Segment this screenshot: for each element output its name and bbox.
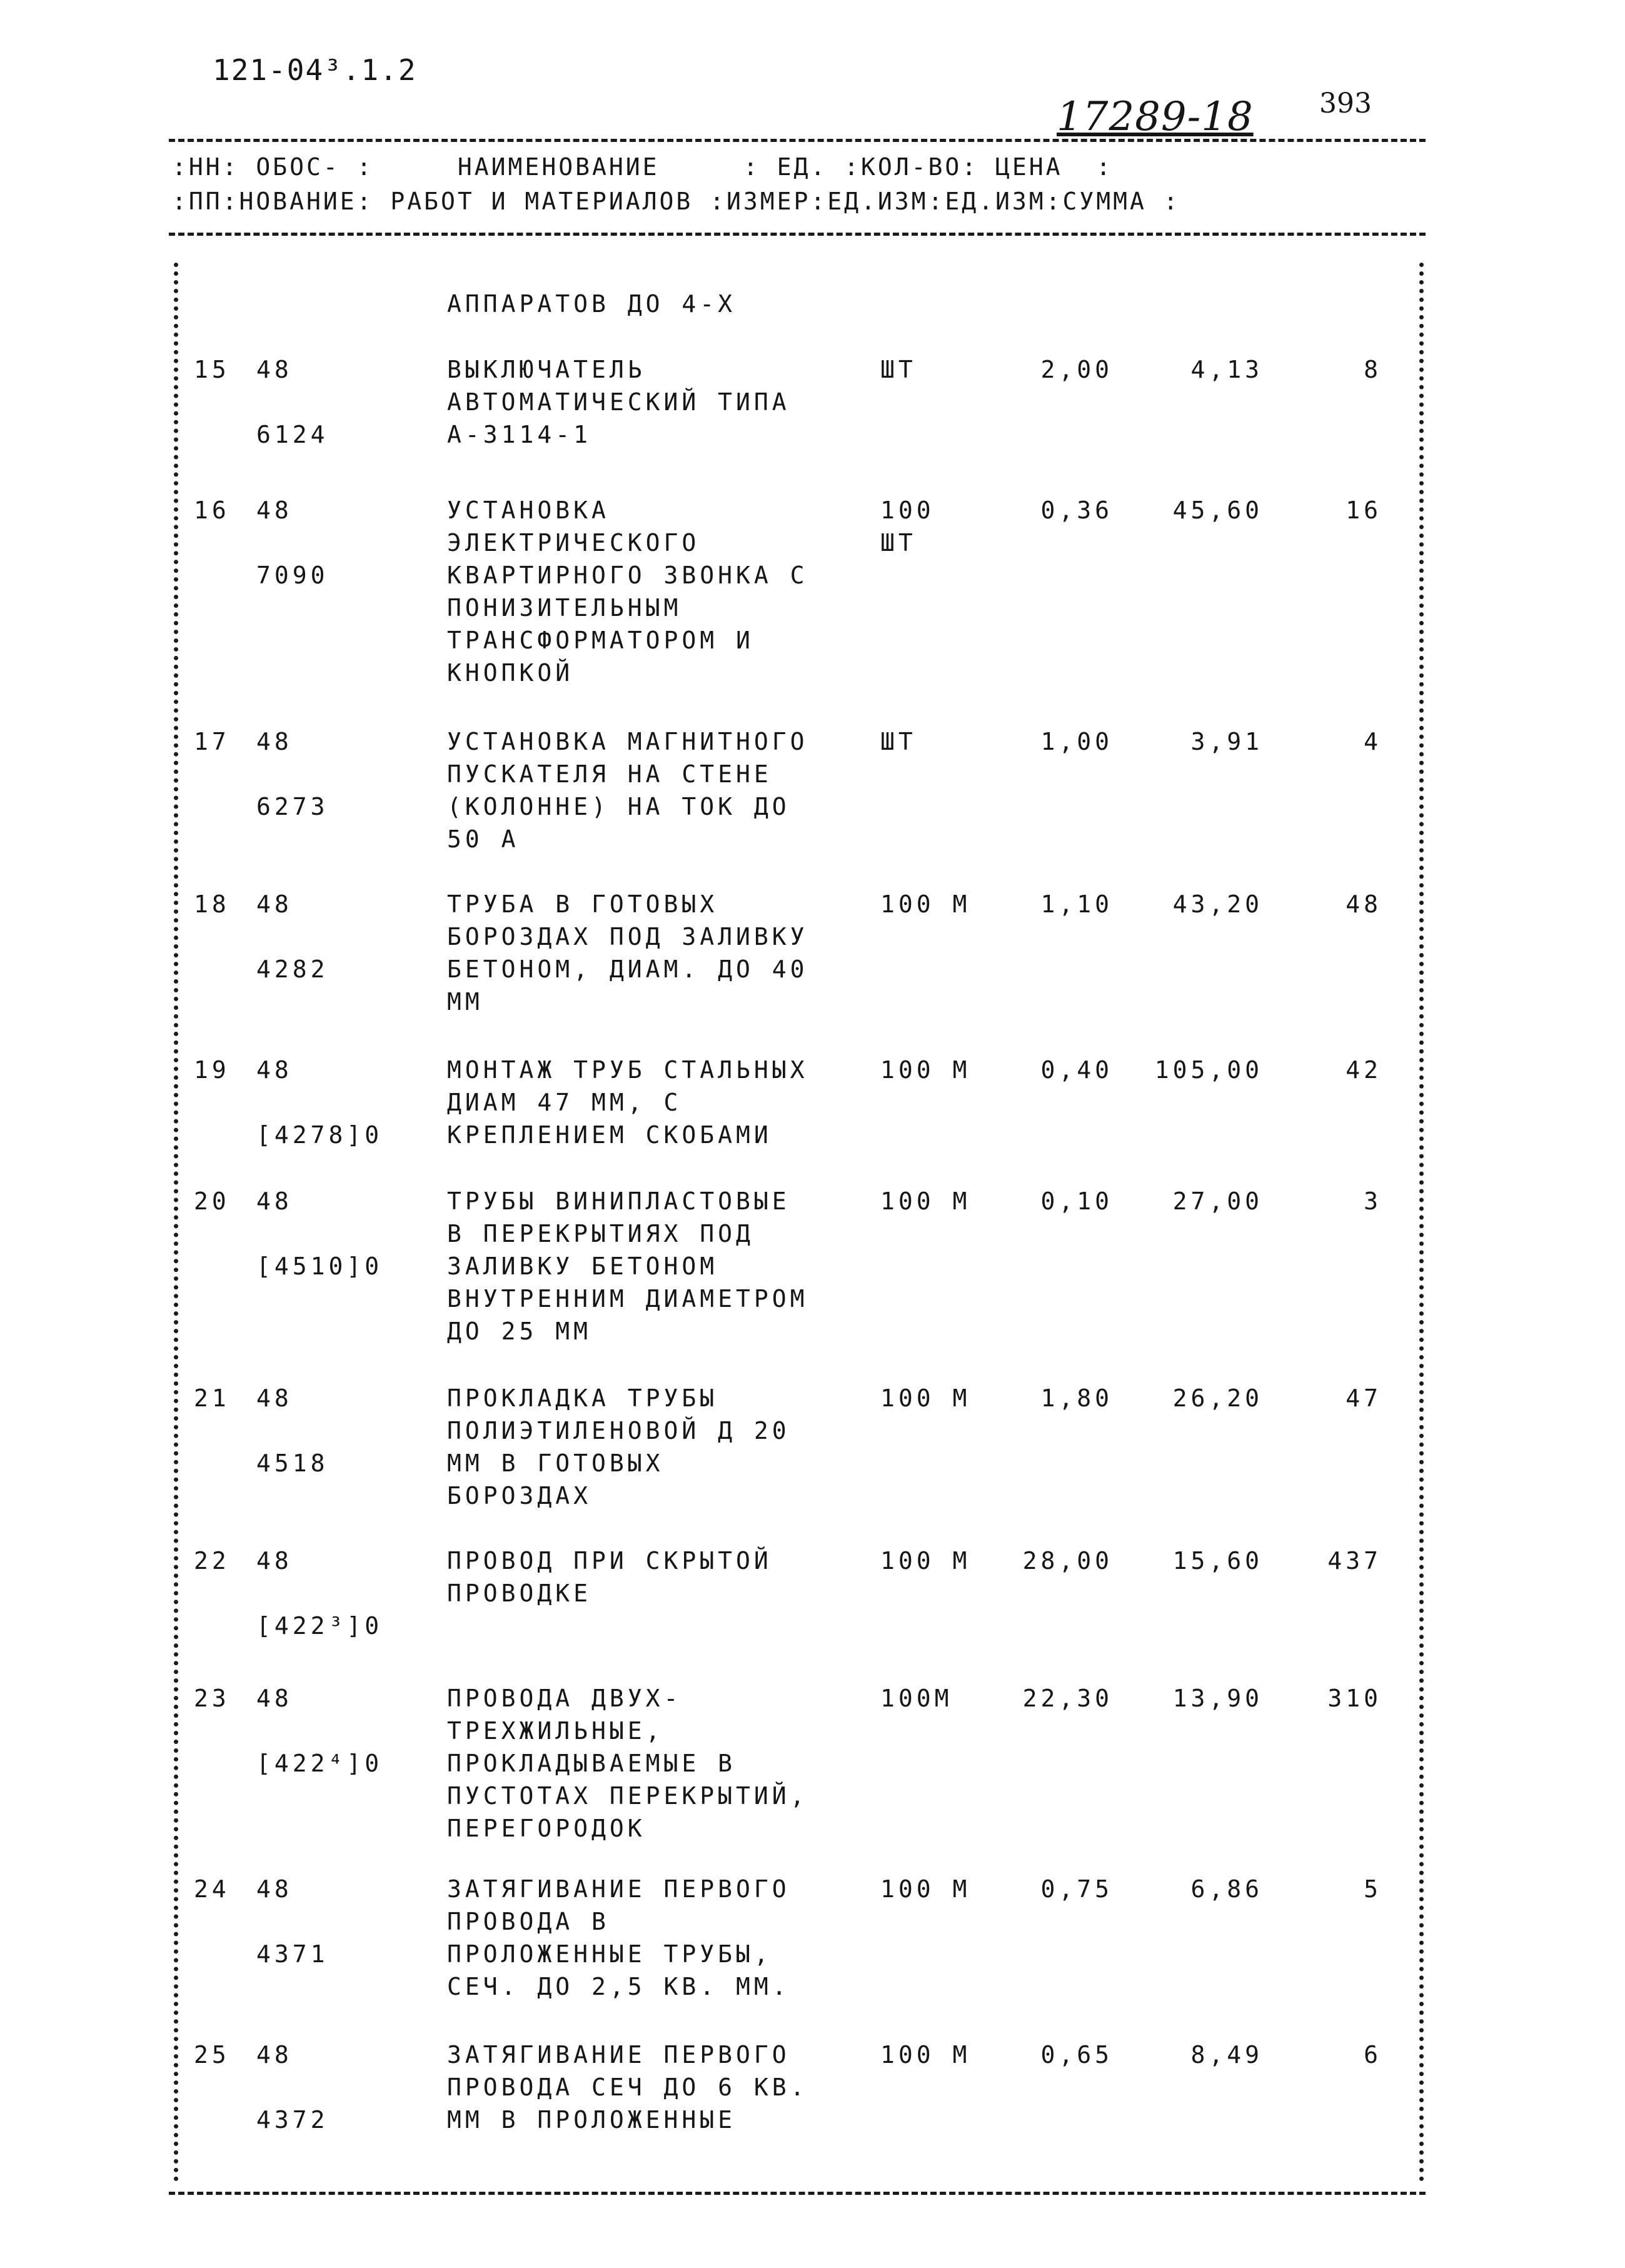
- resource-code: 48: [256, 1056, 293, 1084]
- work-name-line: АВТОМАТИЧЕСКИЙ ТИПА: [447, 388, 790, 416]
- quantity: 1,80: [1040, 1384, 1113, 1412]
- work-name-line: ЗАТЯГИВАНИЕ ПЕРВОГО: [447, 1875, 790, 1903]
- quantity: 0,65: [1040, 2041, 1113, 2069]
- work-name-line: ПУСТОТАХ ПЕРЕКРЫТИЙ,: [447, 1782, 808, 1810]
- work-name-line: ПРОЛОЖЕННЫЕ ТРУБЫ,: [447, 1940, 772, 1968]
- unit: 100 М: [880, 1384, 971, 1412]
- work-name-line: ПРОВОДА В: [447, 1908, 610, 1935]
- quantity: 1,10: [1040, 890, 1113, 918]
- sum: 3: [1364, 1187, 1382, 1215]
- header-top-rule: [169, 139, 1426, 142]
- work-name-line: ТРУБЫ ВИНИПЛАСТОВЫЕ: [447, 1187, 790, 1215]
- quantity: 22,30: [1022, 1685, 1113, 1712]
- unit: 100: [880, 496, 935, 524]
- unit: ШТ: [880, 529, 917, 557]
- unit: 100 М: [880, 1056, 971, 1084]
- header-bottom-rule: [169, 233, 1426, 236]
- resource-code-sub: 6273: [256, 793, 329, 820]
- resource-code-sub: [4278]0: [256, 1121, 383, 1149]
- row-number: 16: [194, 496, 230, 524]
- resource-code: 48: [256, 890, 293, 918]
- unit-price: 4,13: [1190, 356, 1263, 383]
- work-name-line: ЗАТЯГИВАНИЕ ПЕРВОГО: [447, 2041, 790, 2069]
- work-name-line: ТРЕХЖИЛЬНЫЕ,: [447, 1717, 664, 1745]
- work-name-line: ПРОВОДА ДВУХ-: [447, 1685, 682, 1712]
- work-name-line: ТРУБА В ГОТОВЫХ: [447, 890, 718, 918]
- work-name-line: (КОЛОННЕ) НА ТОК ДО: [447, 793, 790, 820]
- unit-price: 26,20: [1172, 1384, 1263, 1412]
- row-number: 23: [194, 1685, 230, 1712]
- work-name-line: СЕЧ. ДО 2,5 КВ. ММ.: [447, 1973, 790, 2000]
- unit: 100 М: [880, 890, 971, 918]
- sum: 48: [1346, 890, 1382, 918]
- unit: 100М: [880, 1685, 953, 1712]
- quantity: 0,36: [1040, 496, 1113, 524]
- work-name-line: УСТАНОВКА: [447, 496, 610, 524]
- sum: 6: [1364, 2041, 1382, 2069]
- continuation-text: АППАРАТОВ ДО 4-Х: [447, 290, 737, 318]
- work-name-line: ЭЛЕКТРИЧЕСКОГО: [447, 529, 700, 557]
- resource-code: 48: [256, 1685, 293, 1712]
- unit: 100 М: [880, 2041, 971, 2069]
- header-row-2: :ПП:НОВАНИЕ: РАБОТ И МАТЕРИАЛОВ :ИЗМЕР:ЕД.ИЗМ:ЕД.ИЗМ:СУММА :: [172, 188, 1180, 215]
- resource-code: 48: [256, 1875, 293, 1903]
- work-name-line: ПОЛИЭТИЛЕНОВОЙ Д 20: [447, 1417, 790, 1444]
- work-name-line: ТРАНСФОРМАТОРОМ И: [447, 627, 754, 654]
- resource-code: 48: [256, 1384, 293, 1412]
- resource-code-sub: 4371: [256, 1940, 329, 1968]
- work-name-line: В ПЕРЕКРЫТИЯХ ПОД: [447, 1220, 754, 1247]
- work-name-line: ВНУТРЕННИМ ДИАМЕТРОМ: [447, 1285, 808, 1313]
- unit-price: 6,86: [1190, 1875, 1263, 1903]
- unit-price: 8,49: [1190, 2041, 1263, 2069]
- work-name-line: ММ В ПРОЛОЖЕННЫЕ: [447, 2106, 737, 2134]
- work-name-line: БОРОЗДАХ ПОД ЗАЛИВКУ: [447, 923, 808, 950]
- work-name-line: ДО 25 ММ: [447, 1318, 592, 1345]
- unit-price: 27,00: [1172, 1187, 1263, 1215]
- header-row-1: :НН: ОБОС- : НАИМЕНОВАНИЕ : ЕД. :КОЛ-ВО: ЦЕНА :: [172, 153, 1114, 181]
- unit-price: 43,20: [1172, 890, 1263, 918]
- row-number: 21: [194, 1384, 230, 1412]
- work-name-line: ПРОВОДКЕ: [447, 1580, 592, 1607]
- work-name-line: ДИАМ 47 ММ, С: [447, 1089, 682, 1116]
- work-name-line: ММ: [447, 988, 483, 1016]
- sum: 5: [1364, 1875, 1382, 1903]
- unit-price: 15,60: [1172, 1547, 1263, 1575]
- page-number: 393: [1319, 88, 1372, 119]
- work-name-line: ПРОКЛАДКА ТРУБЫ: [447, 1384, 718, 1412]
- resource-code-sub: 7090: [256, 562, 329, 589]
- resource-code-sub: 4372: [256, 2106, 329, 2134]
- work-name-line: БОРОЗДАХ: [447, 1482, 592, 1509]
- handwritten-number: 17289-18: [1057, 94, 1254, 140]
- unit-price: 3,91: [1190, 728, 1263, 755]
- resource-code: 48: [256, 356, 293, 383]
- work-name-line: БЕТОНОМ, ДИАМ. ДО 40: [447, 955, 808, 983]
- sum: 16: [1346, 496, 1382, 524]
- sum: 437: [1327, 1547, 1382, 1575]
- work-name-line: ПУСКАТЕЛЯ НА СТЕНЕ: [447, 760, 772, 788]
- unit-price: 45,60: [1172, 496, 1263, 524]
- left-border: [174, 263, 178, 2182]
- right-border: [1419, 263, 1424, 2182]
- row-number: 15: [194, 356, 230, 383]
- document-code: 121-04³.1.2: [213, 53, 417, 87]
- quantity: 2,00: [1040, 356, 1113, 383]
- unit-price: 105,00: [1154, 1056, 1263, 1084]
- sum: 42: [1346, 1056, 1382, 1084]
- resource-code: 48: [256, 2041, 293, 2069]
- quantity: 0,40: [1040, 1056, 1113, 1084]
- resource-code-sub: [422⁴]0: [256, 1750, 383, 1777]
- work-name-line: 50 А: [447, 825, 520, 853]
- row-number: 25: [194, 2041, 230, 2069]
- resource-code: 48: [256, 496, 293, 524]
- work-name-line: ММ В ГОТОВЫХ: [447, 1449, 664, 1477]
- row-number: 20: [194, 1187, 230, 1215]
- quantity: 0,75: [1040, 1875, 1113, 1903]
- work-name-line: УСТАНОВКА МАГНИТНОГО: [447, 728, 808, 755]
- sum: 8: [1364, 356, 1382, 383]
- resource-code-sub: 6124: [256, 421, 329, 448]
- resource-code: 48: [256, 1187, 293, 1215]
- unit-price: 13,90: [1172, 1685, 1263, 1712]
- work-name-line: МОНТАЖ ТРУБ СТАЛЬНЫХ: [447, 1056, 808, 1084]
- work-name-line: КРЕПЛЕНИЕМ СКОБАМИ: [447, 1121, 772, 1149]
- unit: 100 М: [880, 1875, 971, 1903]
- quantity: 1,00: [1040, 728, 1113, 755]
- sum: 310: [1327, 1685, 1382, 1712]
- work-name-line: ПРОВОДА СЕЧ ДО 6 КВ.: [447, 2074, 808, 2101]
- unit: ШТ: [880, 728, 917, 755]
- resource-code-sub: 4282: [256, 955, 329, 983]
- work-name-line: ПРОВОД ПРИ СКРЫТОЙ: [447, 1547, 772, 1575]
- work-name-line: ЗАЛИВКУ БЕТОНОМ: [447, 1252, 718, 1280]
- resource-code-sub: 4518: [256, 1449, 329, 1477]
- work-name-line: КВАРТИРНОГО ЗВОНКА С: [447, 562, 808, 589]
- resource-code-sub: [422³]0: [256, 1612, 383, 1640]
- unit: ШТ: [880, 356, 917, 383]
- row-number: 18: [194, 890, 230, 918]
- sum: 4: [1364, 728, 1382, 755]
- quantity: 28,00: [1022, 1547, 1113, 1575]
- work-name-line: ПОНИЗИТЕЛЬНЫМ: [447, 594, 682, 622]
- work-name-line: ПРОКЛАДЫВАЕМЫЕ В: [447, 1750, 737, 1777]
- resource-code: 48: [256, 1547, 293, 1575]
- unit: 100 М: [880, 1547, 971, 1575]
- table-bottom-rule: [169, 2192, 1426, 2195]
- work-name-line: ПЕРЕГОРОДОК: [447, 1815, 646, 1842]
- unit: 100 М: [880, 1187, 971, 1215]
- work-name-line: ВЫКЛЮЧАТЕЛЬ: [447, 356, 646, 383]
- quantity: 0,10: [1040, 1187, 1113, 1215]
- row-number: 17: [194, 728, 230, 755]
- row-number: 24: [194, 1875, 230, 1903]
- sum: 47: [1346, 1384, 1382, 1412]
- resource-code-sub: [4510]0: [256, 1252, 383, 1280]
- row-number: 22: [194, 1547, 230, 1575]
- work-name-line: КНОПКОЙ: [447, 659, 574, 687]
- resource-code: 48: [256, 728, 293, 755]
- row-number: 19: [194, 1056, 230, 1084]
- work-name-line: А-3114-1: [447, 421, 592, 448]
